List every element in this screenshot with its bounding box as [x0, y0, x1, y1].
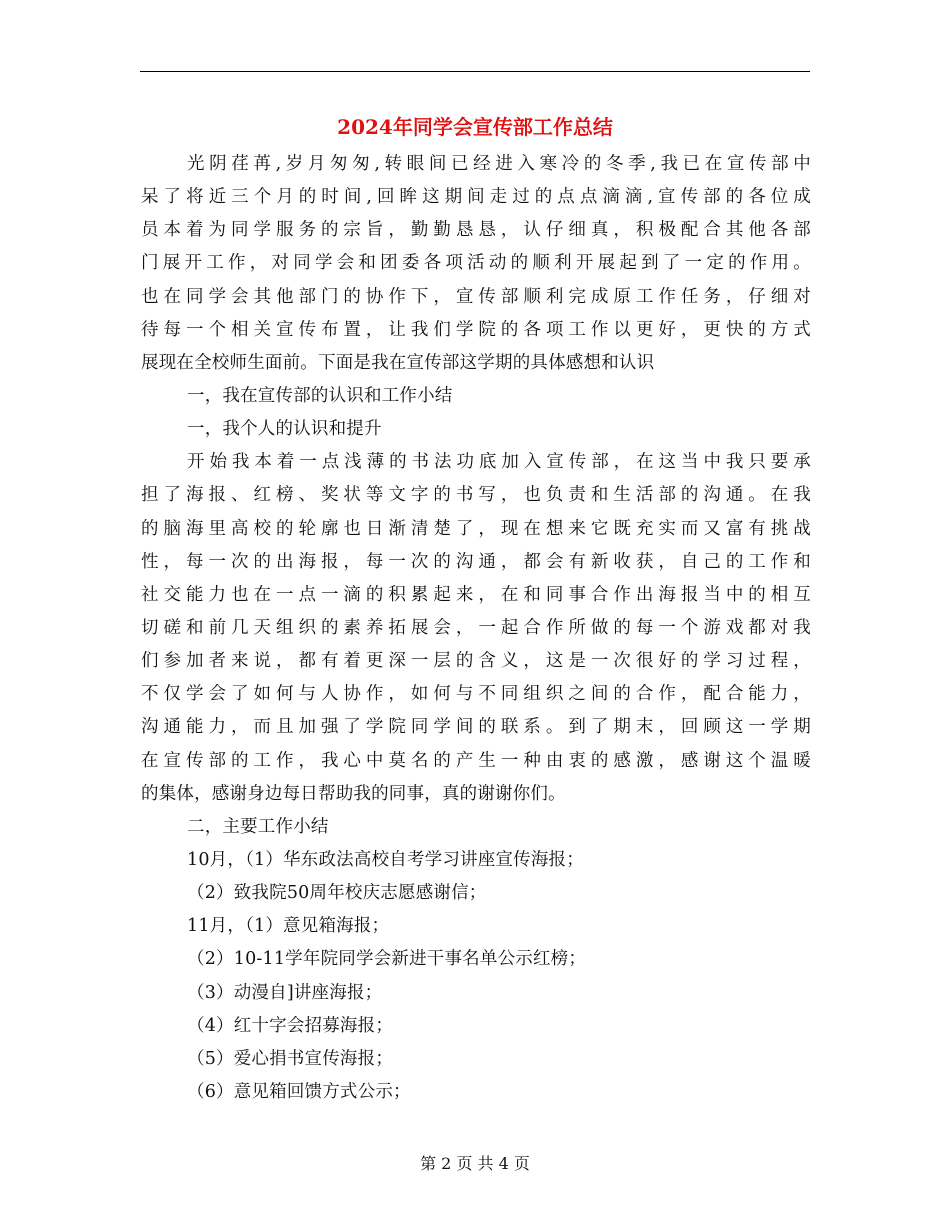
paragraph-line: 们参加者来说，都有着更深一层的含义，这是一次很好的学习过程， — [141, 651, 811, 672]
document-title: 2024年同学会宣传部工作总结 — [337, 115, 613, 139]
paragraph-line: 担了海报、红榜、奖状等文字的书写，也负责和生活部的沟通。在我 — [141, 485, 811, 506]
list-item: （5）爱心捐书宣传海报； — [187, 1048, 394, 1069]
paragraph-line: 也在同学会其他部门的协作下，宣传部顺利完成原工作任务，仔细对 — [141, 286, 811, 307]
list-item: 10月，（1）华东政法高校自考学习讲座宣传海报； — [187, 849, 584, 870]
list-item: （6）意见箱回馈方式公示； — [187, 1081, 411, 1102]
paragraph-line: 员本着为同学服务的宗旨，勤勤恳恳，认仔细真，积极配合其他各部 — [141, 220, 811, 241]
list-item: （2）致我院50周年校庆志愿感谢信； — [187, 883, 487, 904]
paragraph-line: 性，每一次的出海报，每一次的沟通，都会有新收获，自己的工作和 — [141, 551, 811, 572]
paragraph-line: 的集体，感谢身边每日帮助我的同事，真的谢谢你们。 — [141, 783, 566, 804]
paragraph-line: 展现在全校师生面前。下面是我在宣传部这学期的具体感想和认识 — [141, 352, 655, 373]
paragraph-line: 开始我本着一点浅薄的书法功底加入宣传部，在这当中我只要承 — [187, 452, 811, 473]
section-heading: 二，主要工作小结 — [187, 816, 329, 837]
paragraph-line: 在宣传部的工作，我心中莫名的产生一种由衷的感激，感谢这个温暖 — [141, 750, 811, 771]
paragraph-line: 门展开工作，对同学会和团委各项活动的顺利开展起到了一定的作用。 — [141, 253, 811, 274]
section-heading: 一，我在宣传部的认识和工作小结 — [187, 385, 453, 406]
paragraph-line: 的脑海里高校的轮廓也日渐清楚了，现在想来它既充实而又富有挑战 — [141, 518, 811, 539]
list-item: 11月，（1）意见箱海报； — [187, 916, 390, 937]
document-body — [141, 148, 811, 1109]
list-item: （3）动漫自]讲座海报； — [187, 982, 383, 1003]
paragraph-line: 光阴荏苒,岁月匆匆,转眼间已经进入寒冷的冬季,我已在宣传部中 — [187, 154, 811, 174]
list-item: （2）10-11学年院同学会新进干事名单公示红榜； — [187, 949, 587, 970]
paragraph-line: 待每一个相关宣传布置，让我们学院的各项工作以更好，更快的方式 — [141, 319, 811, 340]
paragraph-line: 切磋和前几天组织的素养拓展会，一起合作所做的每一个游戏都对我 — [141, 617, 811, 638]
paragraph-line: 社交能力也在一点一滴的积累起来，在和同事合作出海报当中的相互 — [141, 584, 811, 605]
paragraph-line: 呆了将近三个月的时间,回眸这期间走过的点点滴滴,宣传部的各位成 — [141, 187, 811, 208]
paragraph-line: 不仅学会了如何与人协作，如何与不同组织之间的合作，配合能力， — [141, 684, 811, 705]
list-item: （4）红十字会招募海报； — [187, 1015, 394, 1036]
page-number-footer: 第 2 页 共 4 页 — [420, 1154, 530, 1173]
paragraph-line: 沟通能力，而且加强了学院同学间的联系。到了期末，回顾这一学期 — [141, 717, 811, 738]
section-heading: 一，我个人的认识和提升 — [187, 419, 382, 440]
header-rule — [140, 71, 810, 72]
